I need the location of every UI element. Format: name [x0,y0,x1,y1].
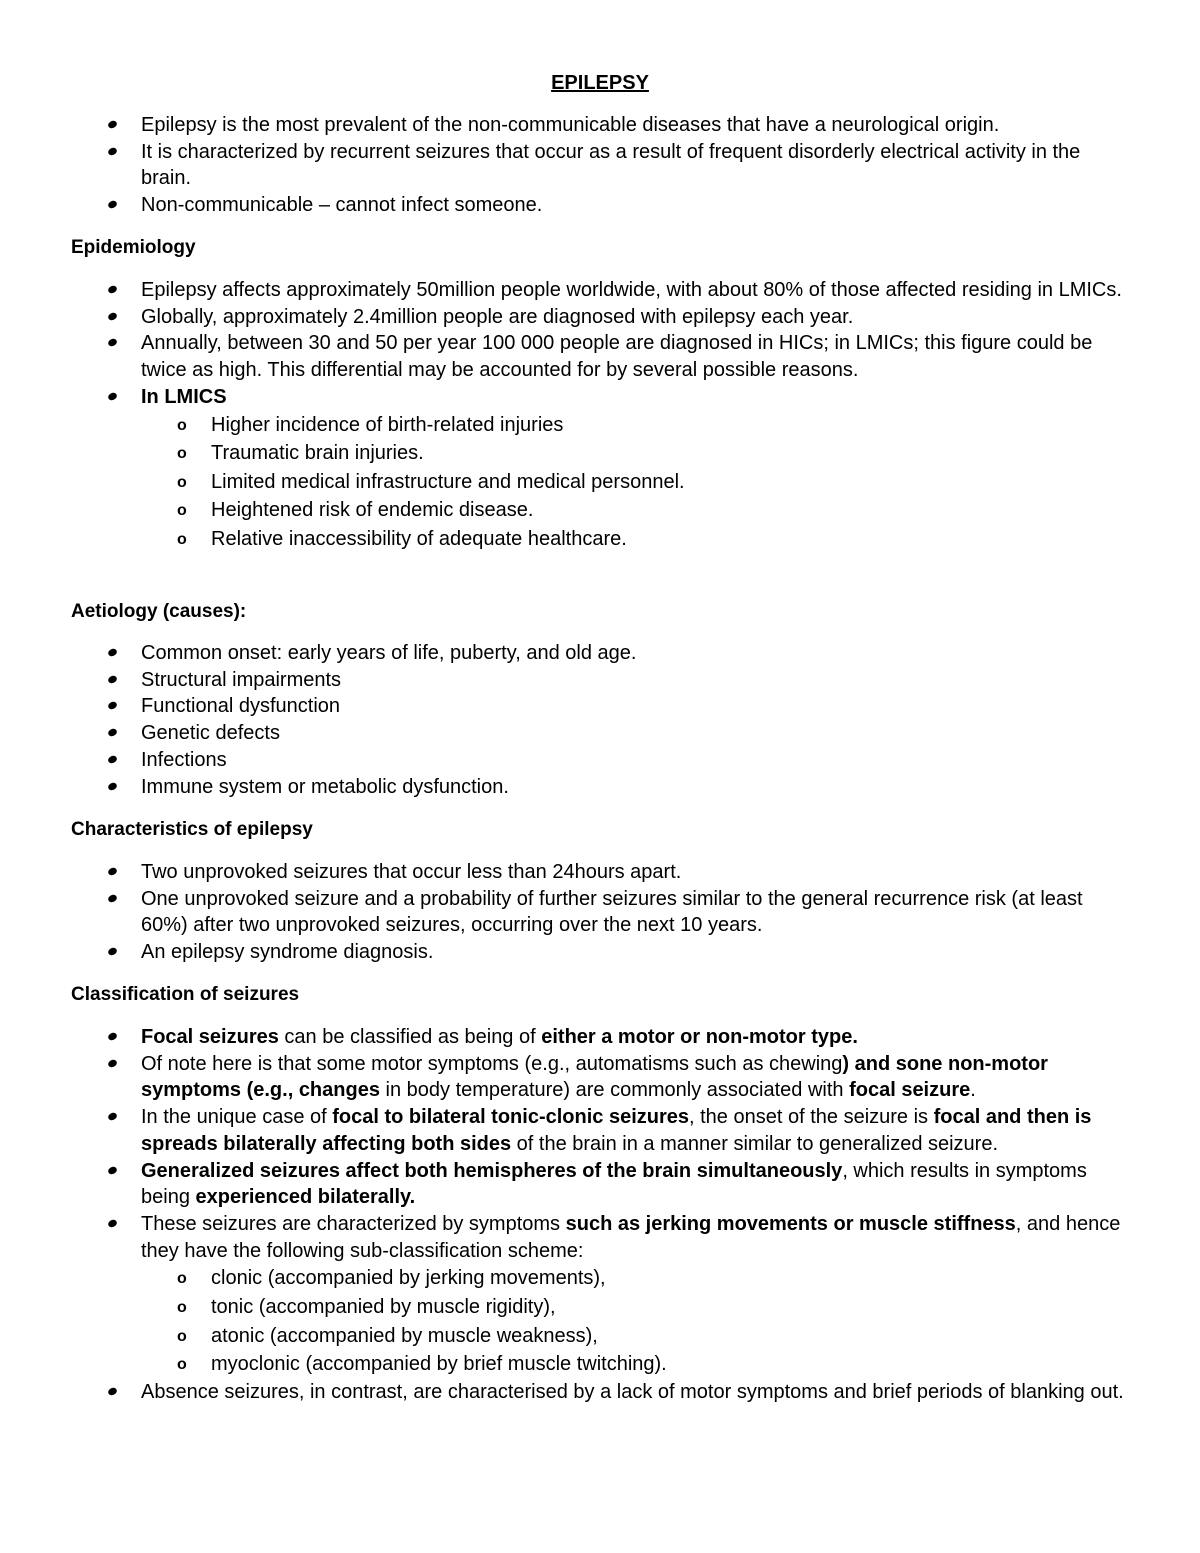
text: These seizures are characterized by symptoms [141,1212,566,1235]
epidemiology-list [0,277,1200,553]
list-item: Annually, between 30 and 50 per year 100 000 people are diagnosed in HICs; in LMICs; this figure could be twice as high. This differential may be accounted for by several possible reasons. [0,330,1200,383]
lmics-sublist [0,411,1130,554]
bold-text: focal and then is spreads bilaterally affecting both sides [141,1106,1092,1155]
bold-text: focal seizure [849,1079,971,1102]
sub-list-item: o Heightened risk of endemic disease. [0,496,1130,525]
text: . [970,1079,976,1102]
text: In the unique case of [141,1106,333,1129]
list-item-lmics [0,384,1200,554]
sub-list-item: o atonic (accompanied by muscle weakness), [0,1322,1130,1351]
text: Of note here is that some motor symptoms (e.g., automatisms such as chewing [141,1052,843,1075]
list-item-absence: Absence seizures, in contrast, are characterised by a lack of motor symptoms and brief periods of blanking out. [0,1379,1200,1406]
sub-list-item: o tonic (accompanied by muscle rigidity), [0,1293,1130,1322]
bold-text: such as jerking movements or muscle stiffness [565,1212,1016,1235]
list-item: Immune system or metabolic dysfunction. [0,774,1200,801]
section-heading-aetiology: Aetiology (causes): [71,601,247,622]
aetiology-list [0,640,1200,800]
bold-text: either a motor or non-motor type. [541,1026,858,1048]
text: can be classified as being of [278,1026,542,1048]
list-item: Globally, approximately 2.4million people are diagnosed with epilepsy each year. [0,304,1200,331]
list-item: Non-communicable – cannot infect someone. [0,192,1200,219]
list-item: Genetic defects [0,720,1200,747]
characteristics-list [0,859,1200,966]
text: in body temperature) are commonly associated with [379,1079,850,1102]
list-item: One unprovoked seizure and a probability of further seizures similar to the general recurrence risk (at least 60%) after two unprovoked seizures, occurring over the next 10 years. [0,886,1200,939]
document-title: EPILEPSY [551,72,649,94]
list-item-bilateral [0,1104,1200,1157]
bold-text: experienced bilaterally. [195,1186,416,1209]
section-heading-classification: Classification of seizures [71,984,300,1005]
list-item: Functional dysfunction [0,693,1200,720]
text: , the onset of the seizure is [689,1106,934,1129]
text: , and hence they have the following sub-classification scheme: [141,1212,1121,1262]
list-item-generalized [0,1158,1200,1211]
list-item: Epilepsy is the most prevalent of the non-communicable diseases that have a neurological origin. [0,112,1200,139]
list-item: Two unprovoked seizures that occur less than 24hours apart. [0,859,1200,886]
bold-text: Focal seizures [141,1026,279,1048]
text: of the brain in a manner similar to generalized seizure. [511,1132,999,1155]
seizure-subclass-list [0,1264,1130,1378]
intro-list [0,112,1200,219]
sub-list-item: o clonic (accompanied by jerking movements), [0,1264,1130,1293]
sub-list-item: o myoclonic (accompanied by brief muscle twitching). [0,1350,1130,1379]
list-item: Structural impairments [0,667,1200,694]
list-item: An epilepsy syndrome diagnosis. [0,939,1200,966]
classification-list [0,1024,1200,1405]
list-item-focal [0,1024,1200,1051]
list-item: It is characterized by recurrent seizures that occur as a result of frequent disorderly electrical activity in the brain. [0,139,1200,192]
bold-text: ) and sone non-motor symptoms (e.g., changes [141,1052,1048,1102]
sub-list-item: o Traumatic brain injuries. [0,439,1130,468]
bold-text: focal to bilateral tonic-clonic seizures [332,1106,690,1129]
list-item: Common onset: early years of life, puberty, and old age. [0,640,1200,667]
sub-list-item: o Higher incidence of birth-related injuries [0,411,1130,440]
sub-list-item: o Limited medical infrastructure and medical personnel. [0,468,1130,497]
list-item: Infections [0,747,1200,774]
text: , which results in symptoms being [141,1159,1087,1209]
section-heading-characteristics: Characteristics of epilepsy [71,819,313,840]
lmics-label: In LMICS [141,385,227,408]
bold-text: Generalized seizures affect both hemispheres of the brain simultaneously [141,1159,843,1182]
list-item-note [0,1051,1200,1104]
section-heading-epidemiology: Epidemiology [71,237,196,258]
list-item: Epilepsy affects approximately 50million people worldwide, with about 80% of those affected residing in LMICs. [0,277,1200,304]
list-item-symptoms [0,1211,1200,1379]
sub-list-item: o Relative inaccessibility of adequate healthcare. [0,525,1130,554]
